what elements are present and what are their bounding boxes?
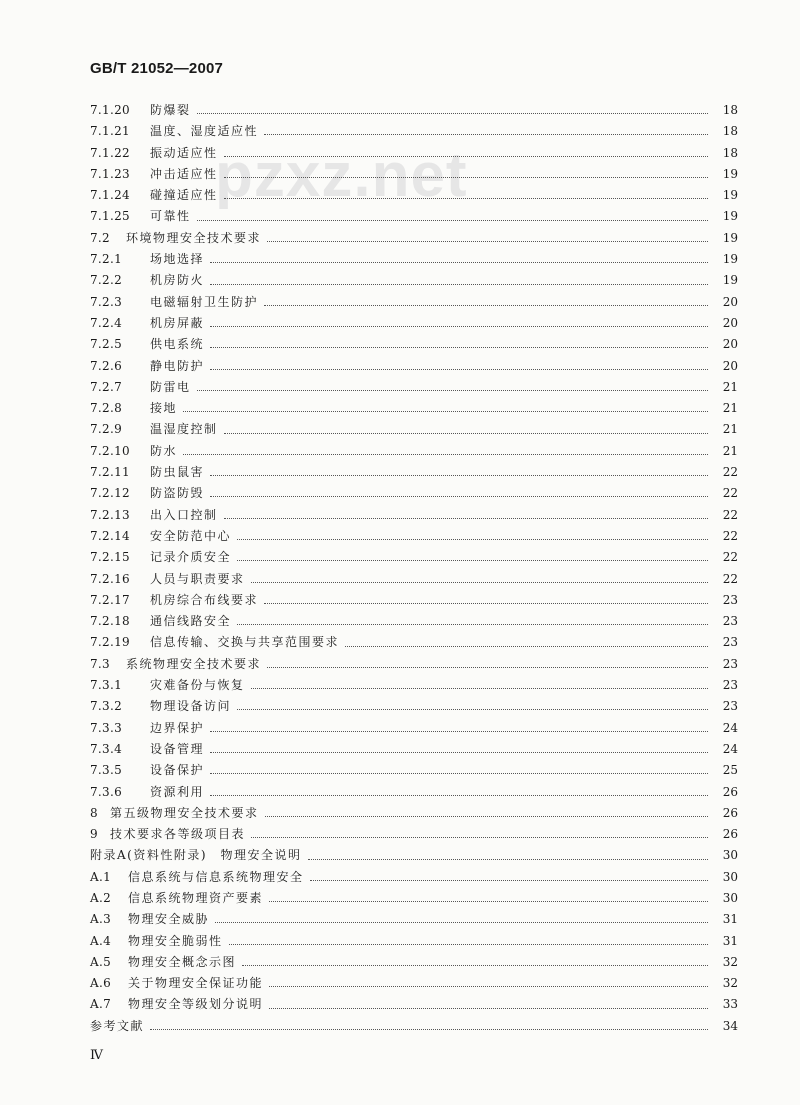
toc-dot-leader [183, 454, 708, 455]
watermark-text: pzxz.net [215, 141, 468, 210]
toc-entry-page: 23 [722, 699, 738, 714]
toc-dot-leader [237, 624, 708, 625]
toc-entry-title: 场地选择 [150, 252, 205, 267]
toc-entry[interactable] [90, 782, 738, 803]
toc-dot-leader [264, 603, 708, 604]
toc-entry-page: 23 [722, 635, 738, 650]
toc-entry-page: 21 [722, 401, 738, 416]
toc-entry-number: A.5 [90, 954, 112, 969]
toc-dot-leader [210, 347, 708, 348]
toc-entry[interactable] [90, 164, 738, 185]
toc-entry-number: 7.2.8 [90, 401, 123, 416]
toc-entry-number: A.3 [90, 912, 112, 927]
toc-entry[interactable] [90, 398, 738, 419]
toc-entry-title: 信息系统与信息系统物理安全 [128, 869, 304, 884]
toc-entry-page: 19 [722, 252, 738, 267]
toc-entry-number: 7.2.16 [90, 571, 130, 586]
toc-entry-number: 7.1.21 [90, 124, 130, 139]
toc-entry[interactable] [90, 121, 738, 142]
toc-entry-number: 7.1.25 [90, 209, 130, 224]
toc-entry-page: 22 [722, 528, 738, 543]
toc-entry-title: 防水 [150, 443, 178, 458]
toc-entry[interactable] [90, 270, 738, 291]
toc-entry-page: 30 [722, 890, 738, 905]
toc-entry[interactable] [90, 867, 738, 888]
toc-entry-number: 7.2.14 [90, 528, 130, 543]
toc-entry-page: 21 [722, 422, 738, 437]
toc-dot-leader [310, 880, 708, 881]
toc-entry[interactable] [90, 931, 738, 952]
toc-entry-number: 7.2.3 [90, 294, 123, 309]
toc-dot-leader [242, 965, 708, 966]
toc-entry[interactable] [90, 952, 738, 973]
toc-entry-title: 信息传输、交换与共享范围要求 [150, 635, 340, 650]
toc-entry[interactable] [90, 505, 738, 526]
toc-dot-leader [210, 284, 708, 285]
toc-entry-number: 7.1.20 [90, 103, 130, 117]
toc-entry[interactable] [90, 760, 738, 781]
toc-entry-number: 7.3.1 [90, 678, 123, 693]
toc-entry[interactable] [90, 334, 738, 355]
toc-dot-leader [224, 518, 708, 519]
toc-entry[interactable] [90, 356, 738, 377]
toc-dot-leader [224, 156, 708, 157]
toc-entry[interactable] [90, 696, 738, 717]
toc-entry-title: 防爆裂 [150, 103, 191, 117]
toc-entry-title: 接地 [150, 401, 178, 416]
toc-entry-title: 碰撞适应性 [150, 188, 218, 203]
toc-entry-number: 7.2.18 [90, 614, 130, 629]
toc-entry-title: 机房屏蔽 [150, 315, 205, 330]
toc-entry-title: 环境物理安全技术要求 [126, 230, 262, 245]
toc-entry[interactable] [90, 611, 738, 632]
toc-entry-title: 防盗防毁 [150, 486, 205, 501]
toc-entry[interactable] [90, 675, 738, 696]
toc-dot-leader [265, 816, 708, 817]
toc-dot-leader [264, 305, 708, 306]
toc-entry[interactable] [90, 419, 738, 440]
toc-entry-page: 21 [722, 443, 738, 458]
toc-entry[interactable] [90, 739, 738, 760]
toc-entry-number: 7.2.6 [90, 358, 123, 373]
toc-entry[interactable] [90, 206, 738, 227]
toc-entry-page: 32 [722, 954, 738, 969]
toc-entry-title: 电磁辐射卫生防护 [150, 294, 259, 309]
toc-entry-page: 30 [722, 869, 738, 884]
toc-entry[interactable] [90, 845, 738, 866]
toc-entry-number: 7.2.19 [90, 635, 130, 650]
toc-entry-title: 机房综合布线要求 [150, 592, 259, 607]
toc-entry-title: 温度、湿度适应性 [150, 124, 259, 139]
toc-entry-page: 23 [722, 592, 738, 607]
toc-dot-leader [197, 220, 708, 221]
toc-entry[interactable] [90, 909, 738, 930]
toc-dot-leader [264, 134, 708, 135]
toc-entry-page: 18 [722, 124, 738, 139]
toc-dot-leader [215, 922, 708, 923]
toc-dot-leader [210, 752, 708, 753]
toc-entry-title: 安全防范中心 [150, 528, 232, 543]
toc-entry-page: 30 [722, 848, 738, 863]
toc-entry-page: 24 [722, 741, 738, 756]
toc-dot-leader [229, 944, 708, 945]
toc-entry[interactable] [90, 888, 738, 909]
toc-entry-number: A.1 [90, 869, 112, 884]
toc-dot-leader [251, 837, 708, 838]
toc-entry-title: 信息系统物理资产要素 [128, 890, 264, 905]
toc-dot-leader [210, 475, 708, 476]
toc-entry-title: 物理安全等级划分说明 [128, 997, 264, 1012]
toc-entry-page: 23 [722, 656, 738, 671]
toc-entry-page: 23 [722, 678, 738, 693]
toc-entry-number: 7.2.5 [90, 337, 123, 352]
toc-entry-number: 7.2.12 [90, 486, 130, 501]
toc-dot-leader [210, 369, 708, 370]
toc-dot-leader [251, 582, 708, 583]
toc-entry-title: 供电系统 [150, 337, 205, 352]
toc-entry-page: 20 [722, 358, 738, 373]
page-number: Ⅳ [90, 1048, 103, 1063]
toc-entry[interactable] [90, 249, 738, 270]
toc-entry[interactable] [90, 377, 738, 398]
toc-entry-title: 物理安全脆弱性 [128, 933, 223, 948]
toc-entry[interactable] [90, 441, 738, 462]
toc-dot-leader [183, 411, 708, 412]
toc-dot-leader [267, 241, 708, 242]
toc-entry-title: 记录介质安全 [150, 550, 232, 565]
toc-entry-title: 边界保护 [150, 720, 205, 735]
toc-entry[interactable] [90, 803, 738, 824]
toc-entry-page: 23 [722, 614, 738, 629]
toc-entry-number: A.6 [90, 976, 112, 991]
toc-entry-number: 7.2.1 [90, 252, 123, 267]
toc-entry[interactable] [90, 462, 738, 483]
toc-dot-leader [224, 177, 708, 178]
toc-entry-title: 可靠性 [150, 209, 191, 224]
toc-entry-page: 18 [722, 103, 738, 117]
toc-entry[interactable] [90, 100, 738, 121]
toc-entry[interactable] [90, 718, 738, 739]
toc-dot-leader [224, 433, 708, 434]
toc-entry-page: 22 [722, 507, 738, 522]
toc-entry-page: 22 [722, 486, 738, 501]
toc-entry-title: 人员与职责要求 [150, 571, 245, 586]
toc-entry[interactable] [90, 185, 738, 206]
toc-entry-page: 26 [722, 805, 738, 820]
toc-entry-number: 7.2.15 [90, 550, 130, 565]
toc-dot-leader [237, 709, 708, 710]
toc-entry-title: 灾难备份与恢复 [150, 678, 245, 693]
toc-entry-number: 7.2.7 [90, 379, 123, 394]
toc-entry[interactable] [90, 526, 738, 547]
toc-entry-page: 20 [722, 294, 738, 309]
toc-dot-leader [267, 667, 708, 668]
toc-entry[interactable] [90, 590, 738, 611]
toc-dot-leader [210, 496, 708, 497]
toc-dot-leader [269, 986, 708, 987]
toc-entry-page: 31 [722, 933, 738, 948]
table-of-contents [90, 100, 738, 1037]
toc-dot-leader [237, 560, 708, 561]
toc-entry-title: 附录A(资料性附录) 物理安全说明 [90, 848, 302, 863]
toc-entry-number: 7.3.6 [90, 784, 123, 799]
toc-entry[interactable] [90, 994, 738, 1015]
toc-dot-leader [237, 539, 708, 540]
toc-entry-title: 通信线路安全 [150, 614, 232, 629]
toc-dot-leader [210, 262, 708, 263]
toc-entry[interactable] [90, 632, 738, 653]
toc-entry-number: 7.2 [90, 230, 110, 245]
toc-dot-leader [210, 773, 708, 774]
toc-entry-title: 静电防护 [150, 358, 205, 373]
toc-entry-number: A.4 [90, 933, 112, 948]
toc-entry-page: 22 [722, 550, 738, 565]
toc-entry-title: 关于物理安全保证功能 [128, 976, 264, 991]
toc-entry-number: 7.3.4 [90, 741, 123, 756]
toc-entry-page: 19 [722, 166, 738, 181]
toc-dot-leader [308, 859, 708, 860]
toc-entry-title: 设备保护 [150, 763, 205, 778]
toc-dot-leader [197, 390, 708, 391]
toc-dot-leader [251, 688, 708, 689]
toc-entry-page: 22 [722, 465, 738, 480]
toc-entry-number: 7.3.5 [90, 763, 123, 778]
toc-entry[interactable] [90, 1016, 738, 1037]
toc-entry-number: 7.2.11 [90, 465, 130, 480]
toc-entry-page: 20 [722, 315, 738, 330]
toc-entry-title: 物理安全威胁 [128, 912, 210, 927]
toc-entry-number: 9 [90, 827, 98, 842]
toc-entry-page: 34 [722, 1018, 738, 1033]
toc-entry-title: 设备管理 [150, 741, 205, 756]
toc-entry-page: 18 [722, 145, 738, 160]
toc-entry-title: 系统物理安全技术要求 [126, 656, 262, 671]
toc-entry-number: 8 [90, 805, 98, 820]
toc-entry-number: 7.3.2 [90, 699, 123, 714]
toc-entry-page: 19 [722, 209, 738, 224]
toc-entry-page: 19 [722, 188, 738, 203]
toc-entry-page: 26 [722, 827, 738, 842]
toc-entry-number: 7.2.17 [90, 592, 130, 607]
toc-entry-page: 19 [722, 273, 738, 288]
toc-entry[interactable] [90, 654, 738, 675]
toc-entry-number: 7.3.3 [90, 720, 123, 735]
toc-entry-number: 7.1.24 [90, 188, 130, 203]
toc-entry-title: 出入口控制 [150, 507, 218, 522]
toc-entry-page: 25 [722, 763, 738, 778]
toc-entry-number: 7.2.2 [90, 273, 123, 288]
toc-entry-page: 24 [722, 720, 738, 735]
toc-entry-number: A.2 [90, 890, 112, 905]
toc-entry-number: 7.2.9 [90, 422, 123, 437]
toc-entry-number: 7.1.22 [90, 145, 130, 160]
toc-entry-title: 参考文献 [90, 1018, 145, 1033]
toc-dot-leader [345, 646, 708, 647]
toc-dot-leader [210, 326, 708, 327]
toc-dot-leader [269, 1008, 708, 1009]
toc-entry-title: 温湿度控制 [150, 422, 218, 437]
toc-entry[interactable] [90, 547, 738, 568]
toc-entry[interactable] [90, 973, 738, 994]
toc-entry-page: 19 [722, 230, 738, 245]
toc-entry-page: 20 [722, 337, 738, 352]
toc-entry[interactable] [90, 569, 738, 590]
toc-entry-title: 振动适应性 [150, 145, 218, 160]
toc-entry-page: 31 [722, 912, 738, 927]
toc-entry[interactable] [90, 824, 738, 845]
toc-entry-title: 第五级物理安全技术要求 [110, 805, 259, 820]
toc-entry-page: 32 [722, 976, 738, 991]
toc-entry-page: 33 [722, 997, 738, 1012]
toc-entry-number: 7.2.10 [90, 443, 130, 458]
toc-entry-title: 防虫鼠害 [150, 465, 205, 480]
toc-dot-leader [210, 795, 708, 796]
toc-entry-number: 7.2.4 [90, 315, 123, 330]
toc-entry-page: 21 [722, 379, 738, 394]
toc-entry-title: 技术要求各等级项目表 [110, 827, 246, 842]
toc-entry-number: 7.2.13 [90, 507, 130, 522]
toc-entry-title: 防雷电 [150, 379, 191, 394]
toc-entry-title: 机房防火 [150, 273, 205, 288]
toc-dot-leader [224, 198, 708, 199]
toc-entry-number: 7.1.23 [90, 166, 130, 181]
toc-entry-title: 物理安全概念示图 [128, 954, 237, 969]
toc-entry-title: 物理设备访问 [150, 699, 232, 714]
toc-entry-number: A.7 [90, 997, 112, 1012]
toc-entry-page: 22 [722, 571, 738, 586]
toc-dot-leader [150, 1029, 708, 1030]
toc-entry[interactable] [90, 292, 738, 313]
toc-entry-title: 资源利用 [150, 784, 205, 799]
toc-dot-leader [197, 113, 708, 114]
toc-entry-page: 26 [722, 784, 738, 799]
toc-entry-title: 冲击适应性 [150, 166, 218, 181]
toc-entry[interactable] [90, 228, 738, 249]
standard-number-header: GB/T 21052—2007 [90, 60, 224, 77]
toc-entry[interactable] [90, 143, 738, 164]
toc-entry[interactable] [90, 483, 738, 504]
toc-entry[interactable] [90, 313, 738, 334]
toc-dot-leader [210, 731, 708, 732]
toc-dot-leader [269, 901, 708, 902]
toc-entry-number: 7.3 [90, 656, 110, 671]
